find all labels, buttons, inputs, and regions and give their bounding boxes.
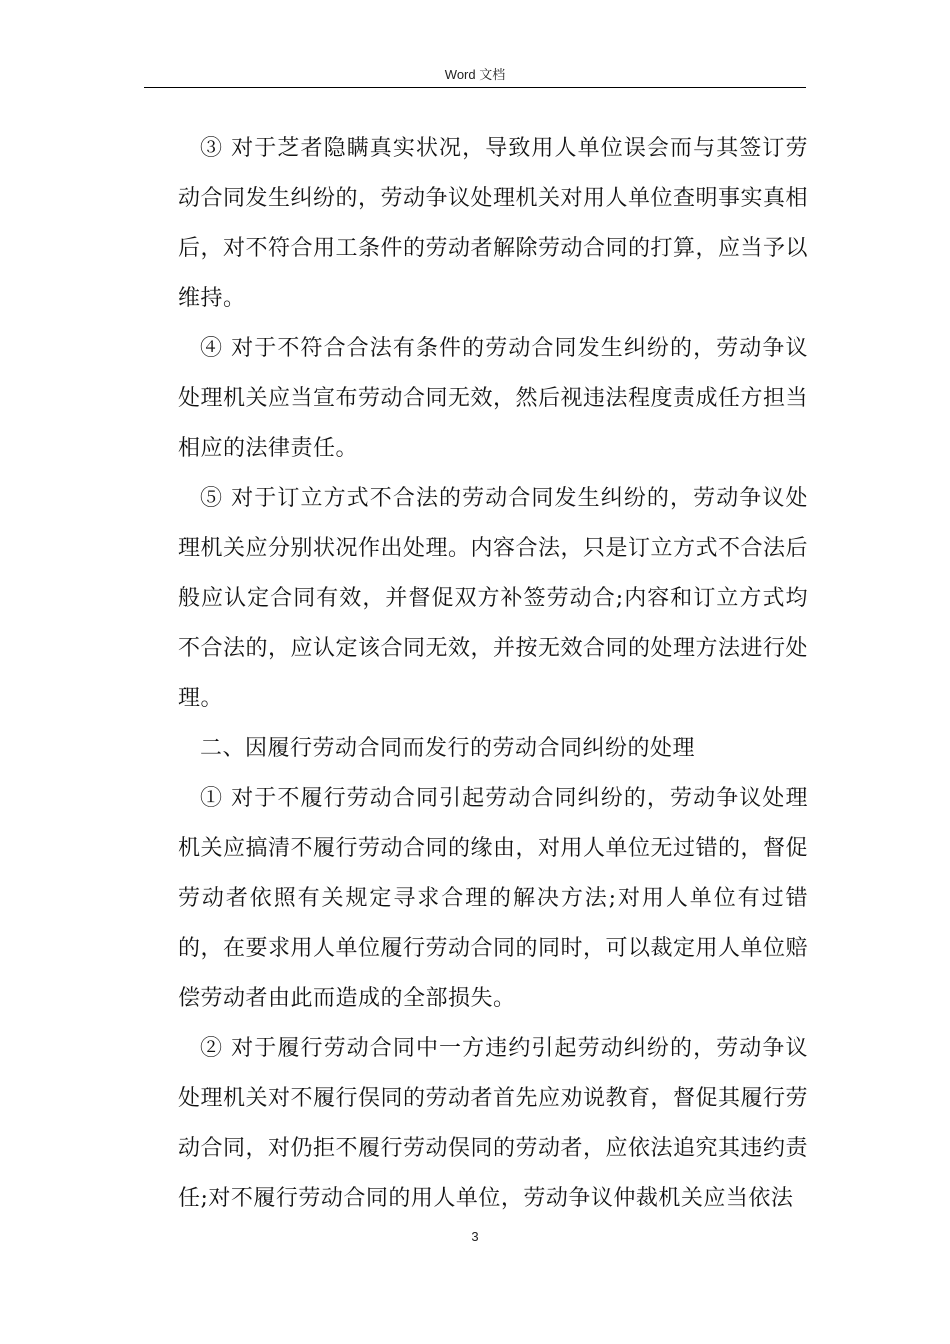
paragraph-item-3: ③ 对于芝者隐瞒真实状况，导致用人单位误会而与其签订劳动合同发生纠纷的，劳动争议处理机关对用人单位查明事实真相后，对不符合用工条件的劳动者解除劳动合同的打算，应当予以维持。 xyxy=(178,136,809,311)
document-body xyxy=(178,124,808,1224)
paragraph-item-4: ④ 对于不符合合法有条件的劳动合同发生纠纷的，劳动争议处理机关应当宣布劳动合同无效，然后视违法程度责成任方担当相应的法律责任。 xyxy=(178,336,809,461)
section-heading-2: 二、因履行劳动合同而发行的劳动合同纠纷的处理 xyxy=(200,736,696,761)
paragraph-item-2: ② 对于履行劳动合同中一方违约引起劳动纠纷的，劳动争议处理机关对不履行俣同的劳动者首先应劝说教育，督促其履行劳动合同，对仍拒不履行劳动俣同的劳动者，应依法追究其违约责任;对不履行劳动合同的用人单位，劳动争议仲裁机关应当依法 xyxy=(178,1036,809,1211)
page-header-title: Word 文档 xyxy=(444,67,506,82)
paragraph-item-5: ⑤ 对于订立方式不合法的劳动合同发生纠纷的，劳动争议处理机关应分别状况作出处理。内容合法，只是订立方式不合法后般应认定合同有效，并督促双方补签劳动合;内容和订立方式均不合法的，应认定该合同无效，并按无效合同的处理方法进行处理。 xyxy=(178,486,809,711)
header-divider xyxy=(144,87,806,88)
page-number: 3 xyxy=(471,1229,479,1244)
paragraph-item-1: ① 对于不履行劳动合同引起劳动合同纠纷的，劳动争议处理机关应搞清不履行劳动合同的缘由，对用人单位无过错的，督促劳动者依照有关规定寻求合理的解决方法;对用人单位有过错的，在要求用人单位履行劳动合同的同时，可以裁定用人单位赔偿劳动者由此而造成的全部损失。 xyxy=(178,786,809,1011)
